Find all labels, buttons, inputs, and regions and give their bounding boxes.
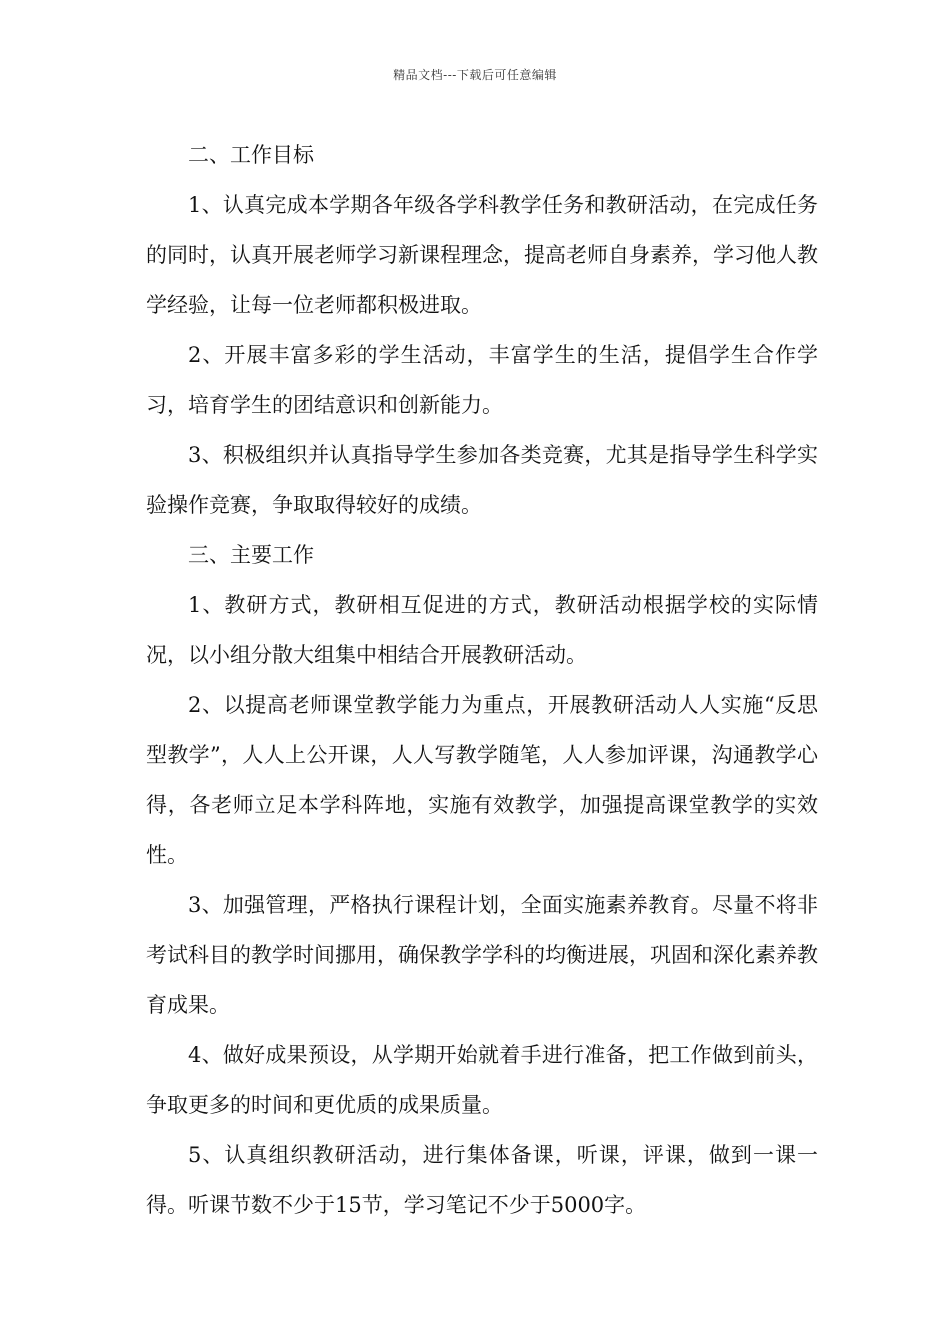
work-paragraph-3: 3、加强管理，严格执行课程计划，全面实施素养教育。尽量不将非考试科目的教学时间挪用，确保教学学科的均衡进展，巩固和深化素养教育成果。	[146, 893, 818, 1017]
page-header: 精品文档---下载后可任意编辑	[393, 68, 557, 82]
document-body	[146, 130, 818, 1230]
work-paragraph-5: 5、认真组织教研活动，进行集体备课，听课，评课，做到一课一得。听课节数不少于15节，学习笔记不少于5000字。	[146, 1143, 818, 1217]
work-paragraph-2: 2、以提高老师课堂教学能力为重点，开展教研活动人人实施“反思型教学”，人人上公开课，人人写教学随笔，人人参加评课，沟通教学心得，各老师立足本学科阵地，实施有效教学，加强提高课堂教学的实效性。	[146, 693, 818, 867]
work-paragraph-4: 4、做好成果预设，从学期开始就着手进行准备，把工作做到前头，争取更多的时间和更优质的成果质量。	[146, 1043, 818, 1117]
goal-paragraph-1: 1、认真完成本学期各年级各学科教学任务和教研活动，在完成任务的同时，认真开展老师学习新课程理念，提高老师自身素养，学习他人教学经验，让每一位老师都积极进取。	[146, 193, 818, 317]
section-heading-goals: 二、工作目标	[188, 143, 314, 167]
work-paragraph-1: 1、教研方式，教研相互促进的方式，教研活动根据学校的实际情况，以小组分散大组集中相结合开展教研活动。	[146, 593, 818, 667]
goal-paragraph-2: 2、开展丰富多彩的学生活动，丰富学生的生活，提倡学生合作学习，培育学生的团结意识和创新能力。	[146, 343, 818, 417]
goal-paragraph-3: 3、积极组织并认真指导学生参加各类竞赛，尤其是指导学生科学实验操作竞赛，争取取得较好的成绩。	[146, 443, 818, 517]
section-heading-main-work: 三、主要工作	[188, 543, 314, 567]
